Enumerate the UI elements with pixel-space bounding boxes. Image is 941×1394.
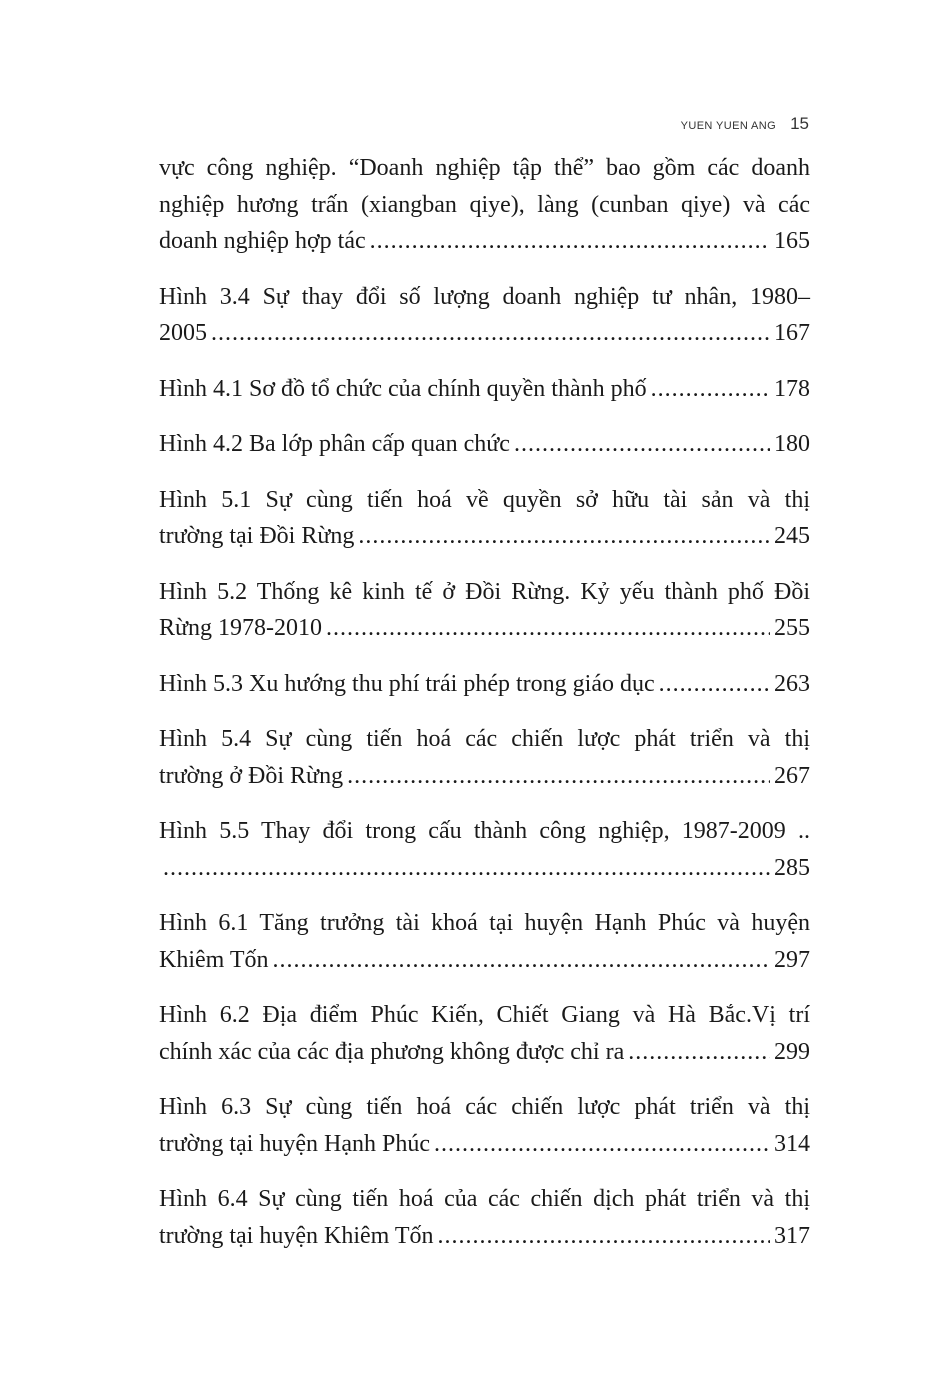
toc-entry-page: 180 [774,431,810,457]
toc-entry-page: 317 [774,1222,810,1249]
toc-entry-line [159,426,810,463]
toc-entry-page: 285 [774,854,810,881]
toc-entry-title: chính xác của các địa phương không được chỉ ra [159,1038,625,1065]
dot-leader [514,426,770,463]
toc-entry-title: trường tại Đồi Rừng [159,523,355,549]
toc-entry-line: Hình 6.4 Sự cùng tiến hoá của các chiến dịch phát triển và thị [159,1186,810,1212]
toc-entry-title: Hình 5.3 Xu hướng thu phí trái phép trong giáo dục [159,670,655,697]
toc-entry [159,721,810,794]
toc-entry [159,426,810,463]
toc-entry [159,666,810,703]
toc-entry-page: 297 [774,946,810,973]
dot-leader [347,758,770,795]
toc-entry [159,813,810,886]
toc-entry-page: 245 [774,523,810,549]
toc-entry-line: Hình 6.2 Địa điểm Phúc Kiến, Chiết Giang và Hà Bắc.Vị trí [159,1002,810,1028]
toc-entry-line: nghiệp hương trấn (xiangban qiye), làng (cunban qiye) và các [159,191,810,218]
toc-entry-line [159,758,810,795]
toc-entry-line [159,315,810,352]
toc-entry-line [159,610,810,647]
toc-entry [159,1089,810,1162]
toc-entry-title: Khiêm Tốn [159,946,269,973]
dot-leader [438,1218,770,1255]
toc-entry [159,150,810,260]
dot-leader [628,1034,770,1071]
dot-leader [434,1126,770,1163]
dot-leader [211,315,770,352]
dot-leader [273,942,770,979]
toc-entry-title: trường ở Đồi Rừng [159,762,344,789]
toc-entry-line [159,1218,810,1255]
dot-leader [326,610,770,647]
toc-entry-page: 314 [774,1130,810,1157]
toc-entry-page: 165 [774,228,810,254]
toc-entry-page: 255 [774,615,810,641]
toc-entry-line [159,223,810,260]
toc-entry-title: trường tại huyện Hạnh Phúc [159,1130,430,1157]
toc-entry [159,574,810,647]
toc-entry [159,279,810,352]
toc-entry-line [159,666,810,703]
toc-entry-line: Hình 3.4 Sự thay đổi số lượng doanh nghiệp tư nhân, 1980– [159,283,810,310]
toc-entry [159,997,810,1070]
toc-entry [159,371,810,408]
running-header [681,114,809,134]
toc-entry-line [159,942,810,979]
toc-entry-line [159,1034,810,1071]
page-number: 15 [790,114,809,133]
running-header-author: YUEN YUEN ANG [680,120,777,132]
toc-entry-line: Hình 6.3 Sự cùng tiến hoá các chiến lược phát triển và thị [159,1094,810,1120]
toc-entry-line: Hình 5.1 Sự cùng tiến hoá về quyền sở hữu tài sản và thị [159,486,810,513]
toc-entry-title: Hình 4.2 Ba lớp phân cấp quan chức [159,431,510,457]
toc-entry [159,1181,810,1254]
toc-entry-line [159,518,810,555]
list-of-figures [159,150,810,1273]
toc-entry-line: Hình 6.1 Tăng trưởng tài khoá tại huyện Hạnh Phúc và huyện [159,910,810,936]
dot-leader [163,850,770,887]
dot-leader [370,223,770,260]
toc-entry-line: Hình 5.4 Sự cùng tiến hoá các chiến lược phát triển và thị [159,726,810,752]
dot-leader [358,518,770,555]
dot-leader [651,371,770,408]
toc-entry-title: Hình 4.1 Sơ đồ tổ chức của chính quyền thành phố [159,375,647,402]
toc-entry-title: trường tại huyện Khiêm Tốn [159,1222,434,1249]
toc-entry-line: vực công nghiệp. “Doanh nghiệp tập thể” bao gồm các doanh [159,155,810,181]
toc-entry [159,482,810,555]
toc-entry-page: 178 [774,375,810,402]
dot-leader [659,666,770,703]
toc-entry-line [159,371,810,408]
toc-entry-page: 263 [774,670,810,697]
toc-entry-title: doanh nghiệp hợp tác [159,228,366,254]
toc-entry-page: 267 [774,762,810,789]
toc-entry-line [159,850,810,887]
toc-entry-line: Hình 5.5 Thay đổi trong cấu thành công nghiệp, 1987-2009 .. [159,818,810,844]
toc-entry [159,905,810,978]
toc-entry-title: 2005 [159,320,207,346]
toc-entry-page: 299 [774,1038,810,1065]
toc-entry-page: 167 [774,320,810,346]
toc-entry-line: Hình 5.2 Thống kê kinh tế ở Đồi Rừng. Kỷ yếu thành phố Đồi [159,578,810,605]
toc-entry-title: Rừng 1978-2010 [159,615,323,641]
toc-entry-line [159,1126,810,1163]
